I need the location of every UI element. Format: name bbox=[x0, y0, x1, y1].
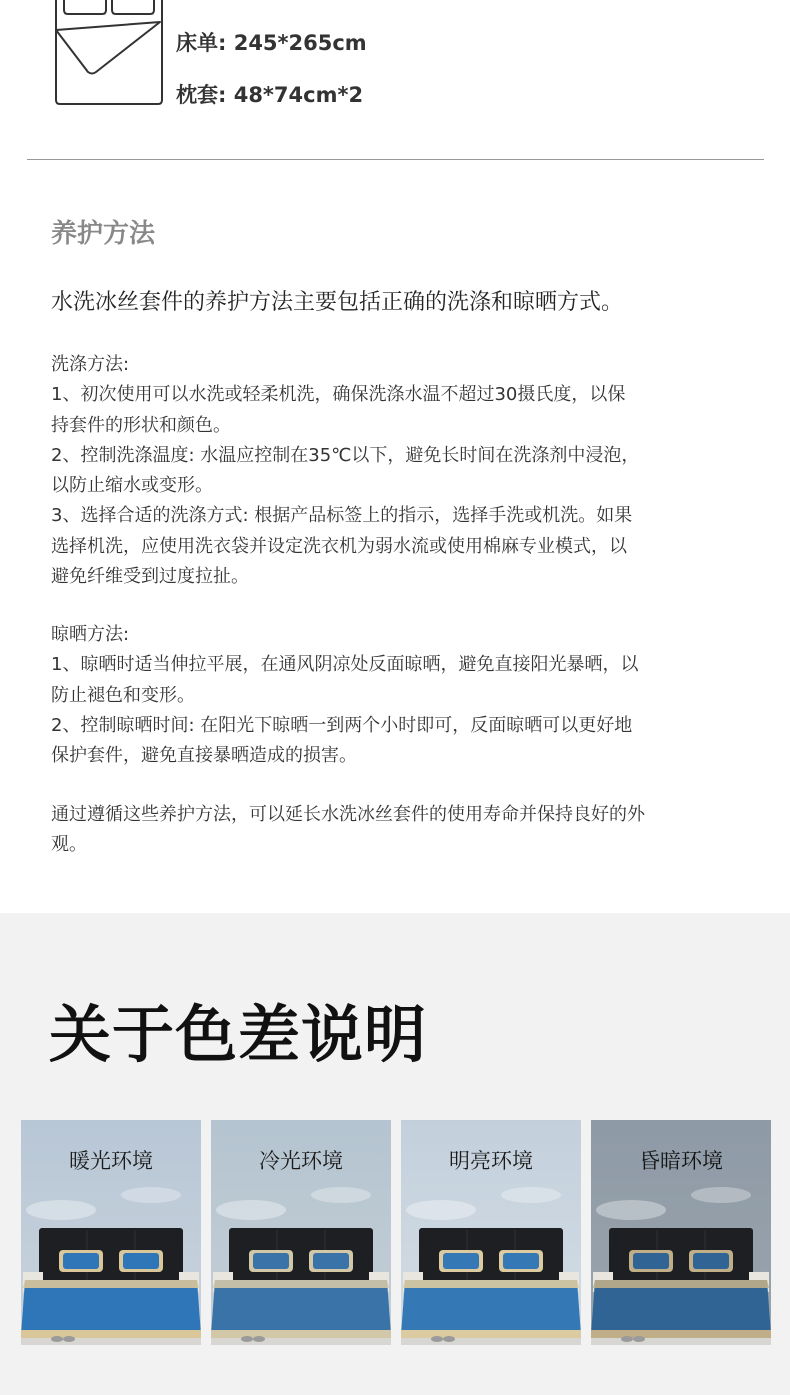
environment-card-bright bbox=[401, 1120, 581, 1345]
pillow bbox=[503, 1253, 539, 1269]
slipper bbox=[241, 1336, 253, 1342]
duvet bbox=[21, 1280, 201, 1335]
slipper bbox=[443, 1336, 455, 1342]
light-streak bbox=[596, 1200, 666, 1220]
slipper bbox=[431, 1336, 443, 1342]
washing-line: 以防止缩水或变形。 bbox=[51, 475, 213, 497]
floor bbox=[401, 1338, 581, 1345]
light-streak bbox=[501, 1187, 561, 1203]
washing-line: 避免纤维受到过度拉扯。 bbox=[51, 566, 249, 588]
care-title: 养护方法 bbox=[51, 219, 156, 249]
environment-label: 昏暗环境 bbox=[639, 1149, 723, 1173]
environment-label: 冷光环境 bbox=[259, 1149, 343, 1173]
light-streak bbox=[691, 1187, 751, 1203]
care-conclusion bbox=[51, 800, 751, 861]
duvet bbox=[211, 1280, 391, 1335]
drying-line: 晾晒方法: bbox=[51, 624, 130, 645]
pillow bbox=[693, 1253, 729, 1269]
washing-line: 2、控制洗涤温度: 水温应控制在35℃以下，避免长时间在洗涤剂中浸泡， bbox=[51, 444, 640, 466]
pillow bbox=[63, 1253, 99, 1269]
duvet-hem bbox=[591, 1330, 771, 1338]
section-divider bbox=[27, 159, 764, 160]
color-difference-title: 关于色差说明 bbox=[49, 998, 428, 1071]
light-streak bbox=[121, 1187, 181, 1203]
environment-label: 暖光环境 bbox=[69, 1149, 153, 1173]
environment-label: 明亮环境 bbox=[449, 1149, 533, 1173]
slipper bbox=[253, 1336, 265, 1342]
washing-line: 选择机洗，应使用洗衣袋并设定洗衣机为弱水流或使用棉麻专业模式，以 bbox=[51, 535, 627, 557]
washing-line: 3、选择合适的洗涤方式: 根据产品标签上的指示，选择手洗或机洗。如果 bbox=[51, 505, 633, 527]
drying-method bbox=[51, 620, 751, 771]
slipper bbox=[633, 1336, 645, 1342]
washing-line: 洗涤方法: bbox=[51, 354, 130, 375]
duvet bbox=[401, 1280, 581, 1335]
environment-card-warm bbox=[21, 1120, 201, 1345]
duvet-trim bbox=[403, 1280, 579, 1288]
drying-line: 保护套件，避免直接暴晒造成的损害。 bbox=[51, 745, 357, 767]
conclusion-line: 通过遵循这些养护方法，可以延长水洗冰丝套件的使用寿命并保持良好的外 bbox=[51, 804, 645, 825]
pillow bbox=[633, 1253, 669, 1269]
duvet-hem bbox=[211, 1330, 391, 1338]
duvet-trim bbox=[213, 1280, 389, 1288]
duvet bbox=[591, 1280, 771, 1335]
bedding-set-icon bbox=[50, 0, 168, 106]
light-streak bbox=[26, 1200, 96, 1220]
duvet-hem bbox=[401, 1330, 581, 1338]
pillow bbox=[123, 1253, 159, 1269]
duvet-hem bbox=[21, 1330, 201, 1338]
duvet-trim bbox=[23, 1280, 199, 1288]
pillowcase-size: 枕套: 48*74cm*2 bbox=[176, 83, 364, 107]
environment-card-cool bbox=[211, 1120, 391, 1345]
pillow bbox=[253, 1253, 289, 1269]
drying-line: 2、控制晾晒时间: 在阳光下晾晒一到两个小时即可，反面晾晒可以更好地 bbox=[51, 714, 633, 736]
environment-card-dim bbox=[591, 1120, 771, 1345]
washing-line: 持套件的形状和颜色。 bbox=[51, 414, 231, 436]
conclusion-line: 观。 bbox=[51, 834, 87, 856]
light-streak bbox=[311, 1187, 371, 1203]
washing-method bbox=[51, 350, 751, 592]
duvet-trim bbox=[593, 1280, 769, 1288]
care-intro: 水洗冰丝套件的养护方法主要包括正确的洗涤和晾晒方式。 bbox=[51, 290, 624, 315]
washing-line: 1、初次使用可以水洗或轻柔机洗，确保洗涤水温不超过30摄氏度，以保 bbox=[51, 384, 626, 406]
light-streak bbox=[406, 1200, 476, 1220]
pillow bbox=[313, 1253, 349, 1269]
sheet-size: 床单: 245*265cm bbox=[176, 31, 367, 55]
floor bbox=[211, 1338, 391, 1345]
pillow bbox=[443, 1253, 479, 1269]
slipper bbox=[63, 1336, 75, 1342]
light-streak bbox=[216, 1200, 286, 1220]
slipper bbox=[51, 1336, 63, 1342]
floor bbox=[591, 1338, 771, 1345]
slipper bbox=[621, 1336, 633, 1342]
floor bbox=[21, 1338, 201, 1345]
drying-line: 1、晾晒时适当伸拉平展，在通风阴凉处反面晾晒，避免直接阳光暴晒，以 bbox=[51, 654, 639, 676]
bedding-spec-section bbox=[0, 0, 790, 160]
drying-line: 防止褪色和变形。 bbox=[51, 684, 195, 706]
